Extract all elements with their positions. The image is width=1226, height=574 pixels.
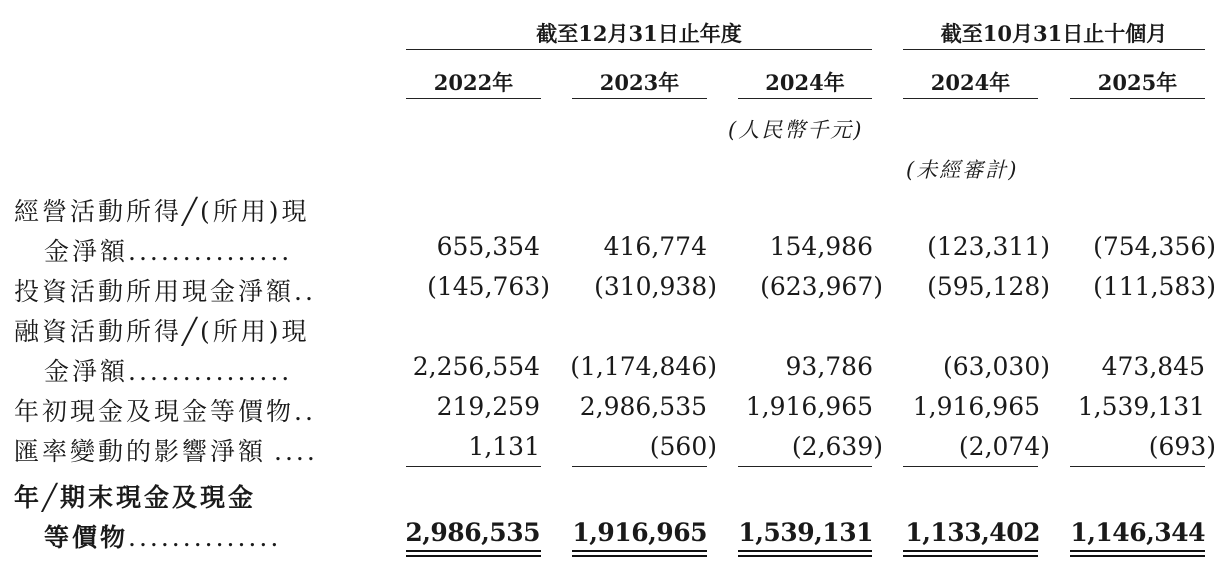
- year-rule-5: [1070, 98, 1205, 99]
- total-double-rule-1: [406, 550, 541, 557]
- value-beginning-2022: 219,259: [436, 392, 540, 421]
- leader-dots: ....: [274, 437, 318, 466]
- value-fx-2024-10m: (2,074): [958, 432, 1050, 461]
- value-beginning-2024: 1,916,965: [745, 392, 873, 421]
- total-double-rule-4: [903, 550, 1038, 557]
- total-value-2025-10m: 1,146,344: [1070, 518, 1205, 547]
- value-operating-2023: 416,774: [603, 232, 707, 261]
- value-investing-2023: (310,938): [594, 272, 717, 301]
- total-value-2022: 2,986,535: [405, 518, 540, 547]
- subtotal-rule-5: [1070, 466, 1205, 467]
- row-label-operating-text: 金淨額: [44, 237, 129, 266]
- row-label-operating-line1: 經營活動所得╱(所用)現: [14, 197, 310, 226]
- subtotal-rule-2: [572, 466, 707, 467]
- leader-dots: ...............: [128, 357, 293, 386]
- subtotal-rule-1: [406, 466, 541, 467]
- row-label-financing-line2: [44, 352, 292, 388]
- value-beginning-2024-10m: 1,916,965: [912, 392, 1040, 421]
- row-label-operating-line2: [44, 232, 292, 268]
- total-label-line2: [44, 518, 281, 554]
- year-header-2025-ten-months: 2025年: [1097, 70, 1178, 95]
- row-label-financing-text: 金淨額: [44, 357, 129, 386]
- year-header-2024: 2024年: [765, 70, 845, 95]
- year-header-2022: 2022年: [433, 70, 514, 95]
- total-value-2024: 1,539,131: [738, 518, 873, 547]
- value-investing-2024: (623,967): [760, 272, 883, 301]
- value-financing-2024: 93,786: [785, 352, 873, 381]
- row-label-financing-line1: 融資活動所得╱(所用)現: [14, 317, 310, 346]
- group-header-year-ended: 截至12月31日止年度: [536, 21, 742, 46]
- value-beginning-2023: 2,986,535: [579, 392, 707, 421]
- year-rule-3: [738, 98, 872, 99]
- total-double-rule-2: [572, 550, 707, 557]
- subtotal-rule-3: [738, 466, 872, 467]
- year-header-2024-ten-months: 2024年: [930, 70, 1011, 95]
- value-financing-2025-10m: 473,845: [1101, 352, 1205, 381]
- value-investing-2024-10m: (595,128): [927, 272, 1050, 301]
- leader-dots: ..............: [128, 523, 282, 552]
- row-label-fx-effect-text: 匯率變動的影響淨額: [14, 437, 267, 466]
- leader-dots: ..: [294, 277, 316, 306]
- year-header-2023: 2023年: [599, 70, 680, 95]
- row-label-investing: [14, 272, 316, 308]
- year-rule-4: [903, 98, 1038, 99]
- group-header-ten-months: 截至10月31日止十個月: [940, 21, 1168, 46]
- year-rule-2: [572, 98, 707, 99]
- value-operating-2022: 655,354: [436, 232, 540, 261]
- total-double-rule-3: [738, 550, 872, 557]
- total-label-line1: 年╱期末現金及現金: [14, 483, 257, 512]
- value-financing-2023: (1,174,846): [570, 352, 717, 381]
- total-label-text: 等價物: [44, 523, 129, 552]
- total-value-2023: 1,916,965: [572, 518, 707, 547]
- value-fx-2022: 1,131: [468, 432, 540, 461]
- value-investing-2022: (145,763): [427, 272, 550, 301]
- row-label-investing-text: 投資活動所用現金淨額: [14, 277, 295, 306]
- year-rule-1: [406, 98, 541, 99]
- value-fx-2025-10m: (693): [1148, 432, 1216, 461]
- value-operating-2025-10m: (754,356): [1093, 232, 1216, 261]
- subtotal-rule-4: [903, 466, 1038, 467]
- row-label-fx-effect: [14, 432, 318, 468]
- value-beginning-2025-10m: 1,539,131: [1077, 392, 1205, 421]
- leader-dots: ...............: [128, 237, 293, 266]
- row-label-beginning-cash-text: 年初現金及現金等價物: [14, 397, 295, 426]
- value-financing-2022: 2,256,554: [412, 352, 540, 381]
- leader-dots: ..: [294, 397, 316, 426]
- value-fx-2024: (2,639): [791, 432, 883, 461]
- unaudited-note: (未經審計): [906, 158, 1019, 182]
- group-header-year-ended-rule: [406, 49, 872, 50]
- group-header-ten-months-rule: [903, 49, 1205, 50]
- value-operating-2024-10m: (123,311): [927, 232, 1050, 261]
- value-operating-2024: 154,986: [769, 232, 873, 261]
- value-financing-2024-10m: (63,030): [943, 352, 1050, 381]
- value-fx-2023: (560): [649, 432, 717, 461]
- total-value-2024-10m: 1,133,402: [905, 518, 1040, 547]
- value-investing-2025-10m: (111,583): [1093, 272, 1216, 301]
- currency-unit-note: (人民幣千元): [728, 118, 864, 142]
- total-double-rule-5: [1070, 550, 1205, 557]
- row-label-beginning-cash: [14, 392, 316, 428]
